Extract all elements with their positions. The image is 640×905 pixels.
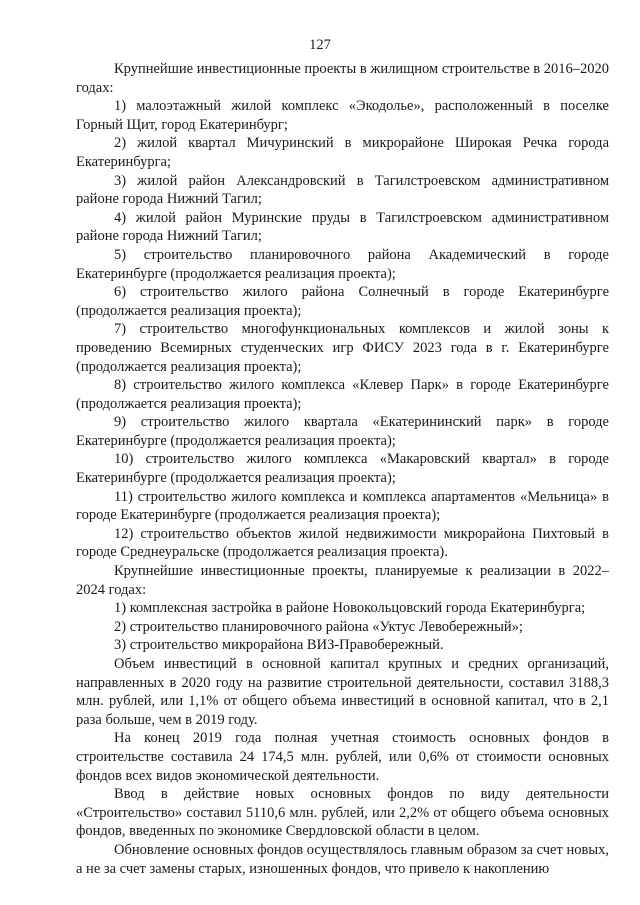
list-item: 3) строительство микрорайона ВИЗ-Правобережный. xyxy=(114,637,444,654)
list-item: 5) строительство планировочного района Академический в городе Екатеринбурге (продолжается реализация проекта); xyxy=(76,246,609,282)
list-item: 2) строительство планировочного района «Уктус Левобережный»; xyxy=(114,618,523,635)
list-item: 12) строительство объектов жилой недвижимости микрорайона Пихтовый в городе Среднеуральске (продолжается реализация проекта). xyxy=(76,525,609,561)
list-item: 1) комплексная застройка в районе Новокольцовский города Екатеринбурга; xyxy=(114,600,586,617)
paragraph-fixed-assets-commissioning: Ввод в действие новых основных фондов по виду деятельности «Строительство» составил 5110,6 млн. рублей, или 2,2% от общего объема основных фондов, введенных по экономике Свердловской области в целом. xyxy=(76,786,609,840)
list-item: 1) малоэтажный жилой комплекс «Экодолье», расположенный в поселке Горный Щит, город Екатеринбург; xyxy=(76,98,609,133)
list-item: 7) строительство многофункциональных комплексов и жилой зоны к проведению Всемирных студенческих игр ФИСУ 2023 года в г. Екатеринбурге (продолжается реализация проекта); xyxy=(76,321,609,375)
list-item: 2) жилой квартал Мичуринский в микрорайоне Широкая Речка города Екатеринбурга; xyxy=(76,135,609,170)
paragraph-investment-volume: Объем инвестиций в основной капитал крупных и средних организаций, направленных в 2020 году на развитие строительной деятельности, составил 3188,3 млн. рублей, или 1,1% от общего объема инвестиций в основной капитал, что в 2,1 раза больше, чем в 2019 году. xyxy=(76,656,609,728)
list-item: 9) строительство жилого квартала «Екатерининский парк» в городе Екатеринбурге (продолжается реализация проекта); xyxy=(76,414,609,449)
list-item: 6) строительство жилого района Солнечный в городе Екатеринбурге (продолжается реализация проекта); xyxy=(76,284,609,319)
document-body xyxy=(76,60,609,878)
paragraph-fixed-assets-renewal: Обновление основных фондов осуществлялось главным образом за счет новых, а не за счет замены старых, изношенных фондов, что привело к накоплению xyxy=(76,841,609,877)
list-item: 4) жилой район Муринские пруды в Тагилстроевском административном районе города Нижний Тагил; xyxy=(76,209,609,245)
list-item: 8) строительство жилого комплекса «Клевер Парк» в городе Екатеринбурге (продолжается реализация проекта); xyxy=(76,377,609,412)
list-item: 11) строительство жилого комплекса и комплекса апартаментов «Мельница» в городе Екатеринбурге (продолжается реализация проекта); xyxy=(76,488,609,524)
list-item: 3) жилой район Александровский в Тагилстроевском административном районе города Нижний Тагил; xyxy=(76,172,609,208)
paragraph-heading-projects-2022-2024: Крупнейшие инвестиционные проекты, планируемые к реализации в 2022–2024 годах: xyxy=(76,563,609,598)
paragraph-fixed-assets-value: На конец 2019 года полная учетная стоимость основных фондов в строительстве составила 24 174,5 млн. рублей, или 0,6% от стоимости основных фондов всех видов экономической деятельности. xyxy=(76,730,609,784)
list-item: 10) строительство жилого комплекса «Макаровский квартал» в городе Екатеринбурге (продолжается реализация проекта); xyxy=(76,451,609,487)
paragraph-heading-projects-2016-2020: Крупнейшие инвестиционные проекты в жилищном строительстве в 2016–2020 годах: xyxy=(76,61,609,96)
page-number: 127 xyxy=(309,37,331,53)
